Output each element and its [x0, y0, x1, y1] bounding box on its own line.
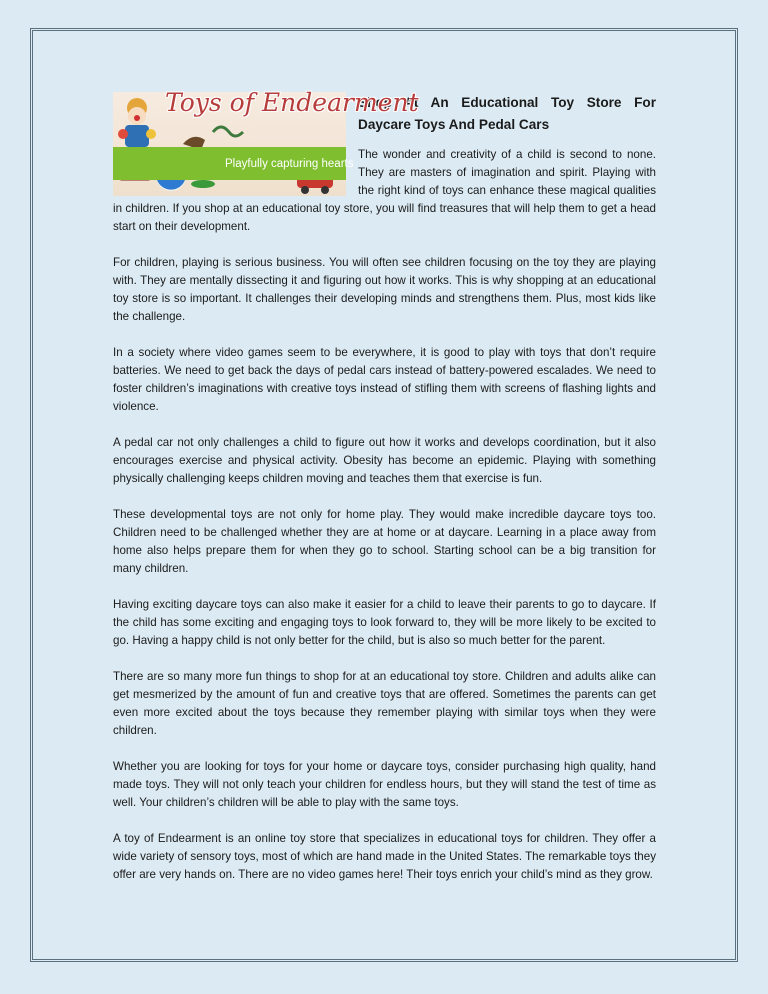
- logo-brand-text: Toys of Endearment: [165, 88, 419, 117]
- document-title: Shop At An Educational Toy Store For Daycare Toys And Pedal Cars: [358, 95, 656, 132]
- toys-of-endearment-logo: [113, 88, 419, 196]
- paragraph-2: For children, playing is serious business. You will often see children focusing on the toy they are playing with. They are mentally dissecting it and figuring out how it works. This is why shopping at an educational toy store is so important. It challenges their developing minds and strengthens them. Plus, most kids like the challenge.: [113, 256, 656, 323]
- logo-tagline: Playfully capturing hearts: [225, 158, 354, 170]
- paragraph-1: The wonder and creativity of a child is second to none. They are masters of imagination and spirit. Playing with the right kind of toys can enhance these magical qualities in children. If you shop at an educational toy store, you will find treasures that will help them to get a head start on their development.: [113, 148, 656, 233]
- paragraph-3: In a society where video games seem to be everywhere, it is good to play with toys that don’t require batteries. We need to get back the days of pedal cars instead of battery-powered escalades. We need to foster children’s imaginations with creative toys instead of stifling them with screens of flashing lights and violence.: [113, 346, 656, 413]
- clown-body-icon: [125, 125, 149, 147]
- paragraph-7: There are so many more fun things to shop for at an educational toy store. Children and adults alike can get mesmerized by the amount of fun and creative toys that are offered. Sometimes the parents can get even more excited about the toys because they remember playing with similar toys when they were children.: [113, 670, 656, 737]
- document-body: [113, 88, 656, 884]
- paragraph-4: A pedal car not only challenges a child to figure out how it works and develops coordination, but it also encourages exercise and physical activity. Obesity has become an epidemic. Playing with something physically challenging keeps children moving and teaches them that exercise is fun.: [113, 436, 656, 485]
- paragraph-5: These developmental toys are not only for home play. They would make incredible daycare toys too. Children need to be challenged whether they are at home or at daycare. Learning in a place away from home also helps prepare them for when they go to school. Starting school can be a big transition for many children.: [113, 508, 656, 575]
- paragraph-9: A toy of Endearment is an online toy store that specializes in educational toys for children. They offer a wide variety of sensory toys, most of which are hand made in the United States. The remarkable toys they offer are very hands on. There are no video games here! Their toys enrich your child’s mind as they grow.: [113, 832, 656, 881]
- paragraph-6: Having exciting daycare toys can also make it easier for a child to leave their parents to go to daycare. If the child has some exciting and engaging toys to look forward to, they will be more likely to be excited to go. Having a happy child is not only better for the child, but is also so much better for the parent.: [113, 598, 656, 647]
- paragraph-8: Whether you are looking for toys for your home or daycare toys, consider purchasing high quality, hand made toys. They will not only teach your children for endless hours, but they will stand the test of time as well. Your children’s children will be able to play with the same toys.: [113, 760, 656, 809]
